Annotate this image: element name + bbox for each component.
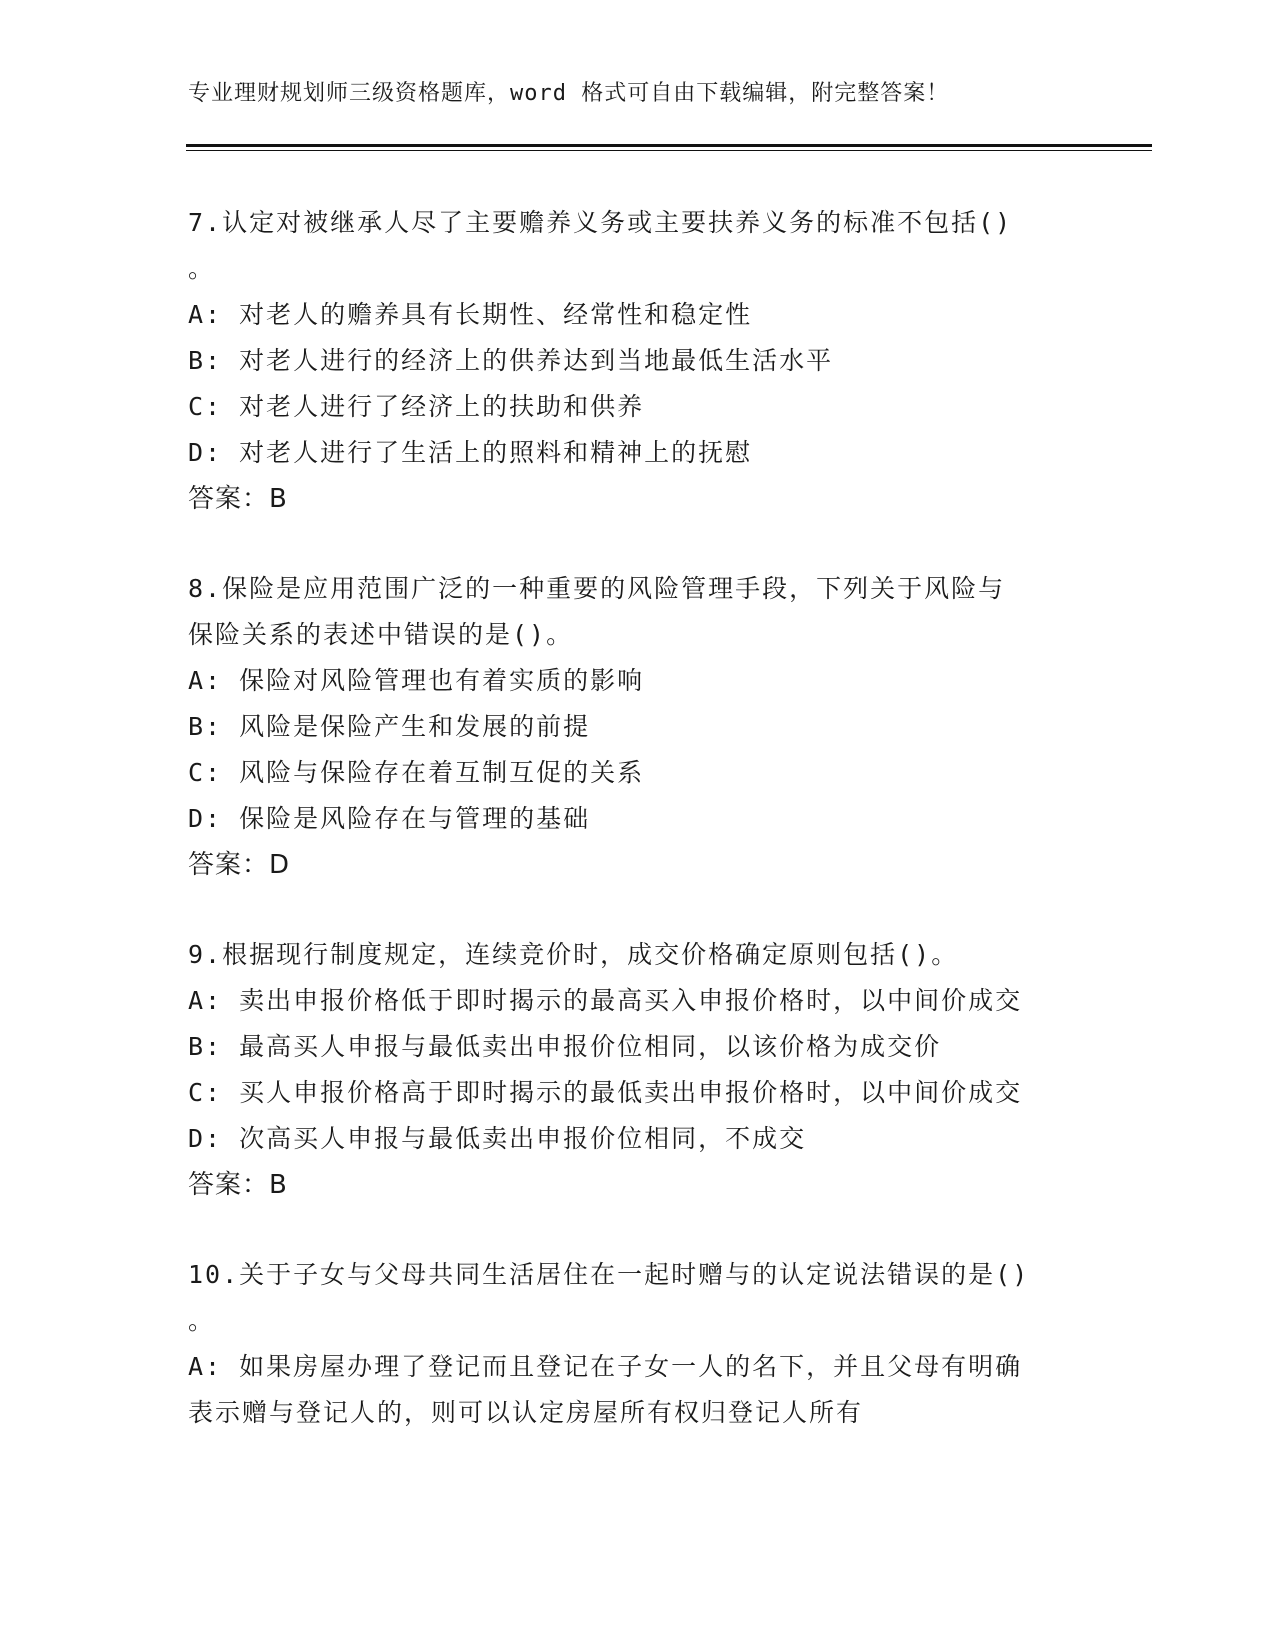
option-b: B: 最高买人申报与最低卖出申报价位相同，以该价格为成交价 [188,1032,942,1061]
option-b: B: 对老人进行的经济上的供养达到当地最低生活水平 [188,346,834,375]
question-stem: 10.关于子女与父母共同生活居住在一起时赠与的认定说法错误的是() [188,1260,1030,1289]
option-a-continued: 表示赠与登记人的，则可以认定房屋所有权归登记人所有 [188,1398,864,1427]
option-a: A: 保险对风险管理也有着实质的影响 [188,666,645,695]
option-c: C: 对老人进行了经济上的扶助和供养 [188,392,645,421]
question-10 [188,1252,1088,1436]
question-stem: 。 [188,1306,216,1335]
page-header: 专业理财规划师三级资格题库，word 格式可自由下载编辑，附完整答案！ [188,81,950,106]
answer: 答案：B [188,484,288,514]
option-d: D: 次高买人申报与最低卖出申报价位相同，不成交 [188,1124,807,1153]
answer: 答案：B [188,1170,288,1200]
option-a: A: 对老人的赡养具有长期性、经常性和稳定性 [188,300,753,329]
option-d: D: 保险是风险存在与管理的基础 [188,804,591,833]
option-d: D: 对老人进行了生活上的照料和精神上的抚慰 [188,438,753,467]
question-stem: 保险关系的表述中错误的是()。 [188,620,574,649]
question-list [188,200,1088,1480]
question-stem: 9.根据现行制度规定，连续竞价时，成交价格确定原则包括()。 [188,940,959,969]
option-a: A: 如果房屋办理了登记而且登记在子女一人的名下，并且父母有明确 [188,1352,1023,1381]
header-divider-thick [186,144,1152,147]
question-9 [188,932,1088,1208]
option-b: B: 风险是保险产生和发展的前提 [188,712,591,741]
option-c: C: 风险与保险存在着互制互促的关系 [188,758,645,787]
option-a: A: 卖出申报价格低于即时揭示的最高买入申报价格时，以中间价成交 [188,986,1023,1015]
question-7 [188,200,1088,522]
option-c: C: 买人申报价格高于即时揭示的最低卖出申报价格时，以中间价成交 [188,1078,1023,1107]
question-stem: 7.认定对被继承人尽了主要赡养义务或主要扶养义务的标准不包括() [188,208,1013,237]
header-divider-thin [186,150,1152,151]
question-stem: 8.保险是应用范围广泛的一种重要的风险管理手段，下列关于风险与 [188,574,1006,603]
question-8 [188,566,1088,888]
answer: 答案：D [188,850,291,880]
question-stem: 。 [188,254,216,283]
